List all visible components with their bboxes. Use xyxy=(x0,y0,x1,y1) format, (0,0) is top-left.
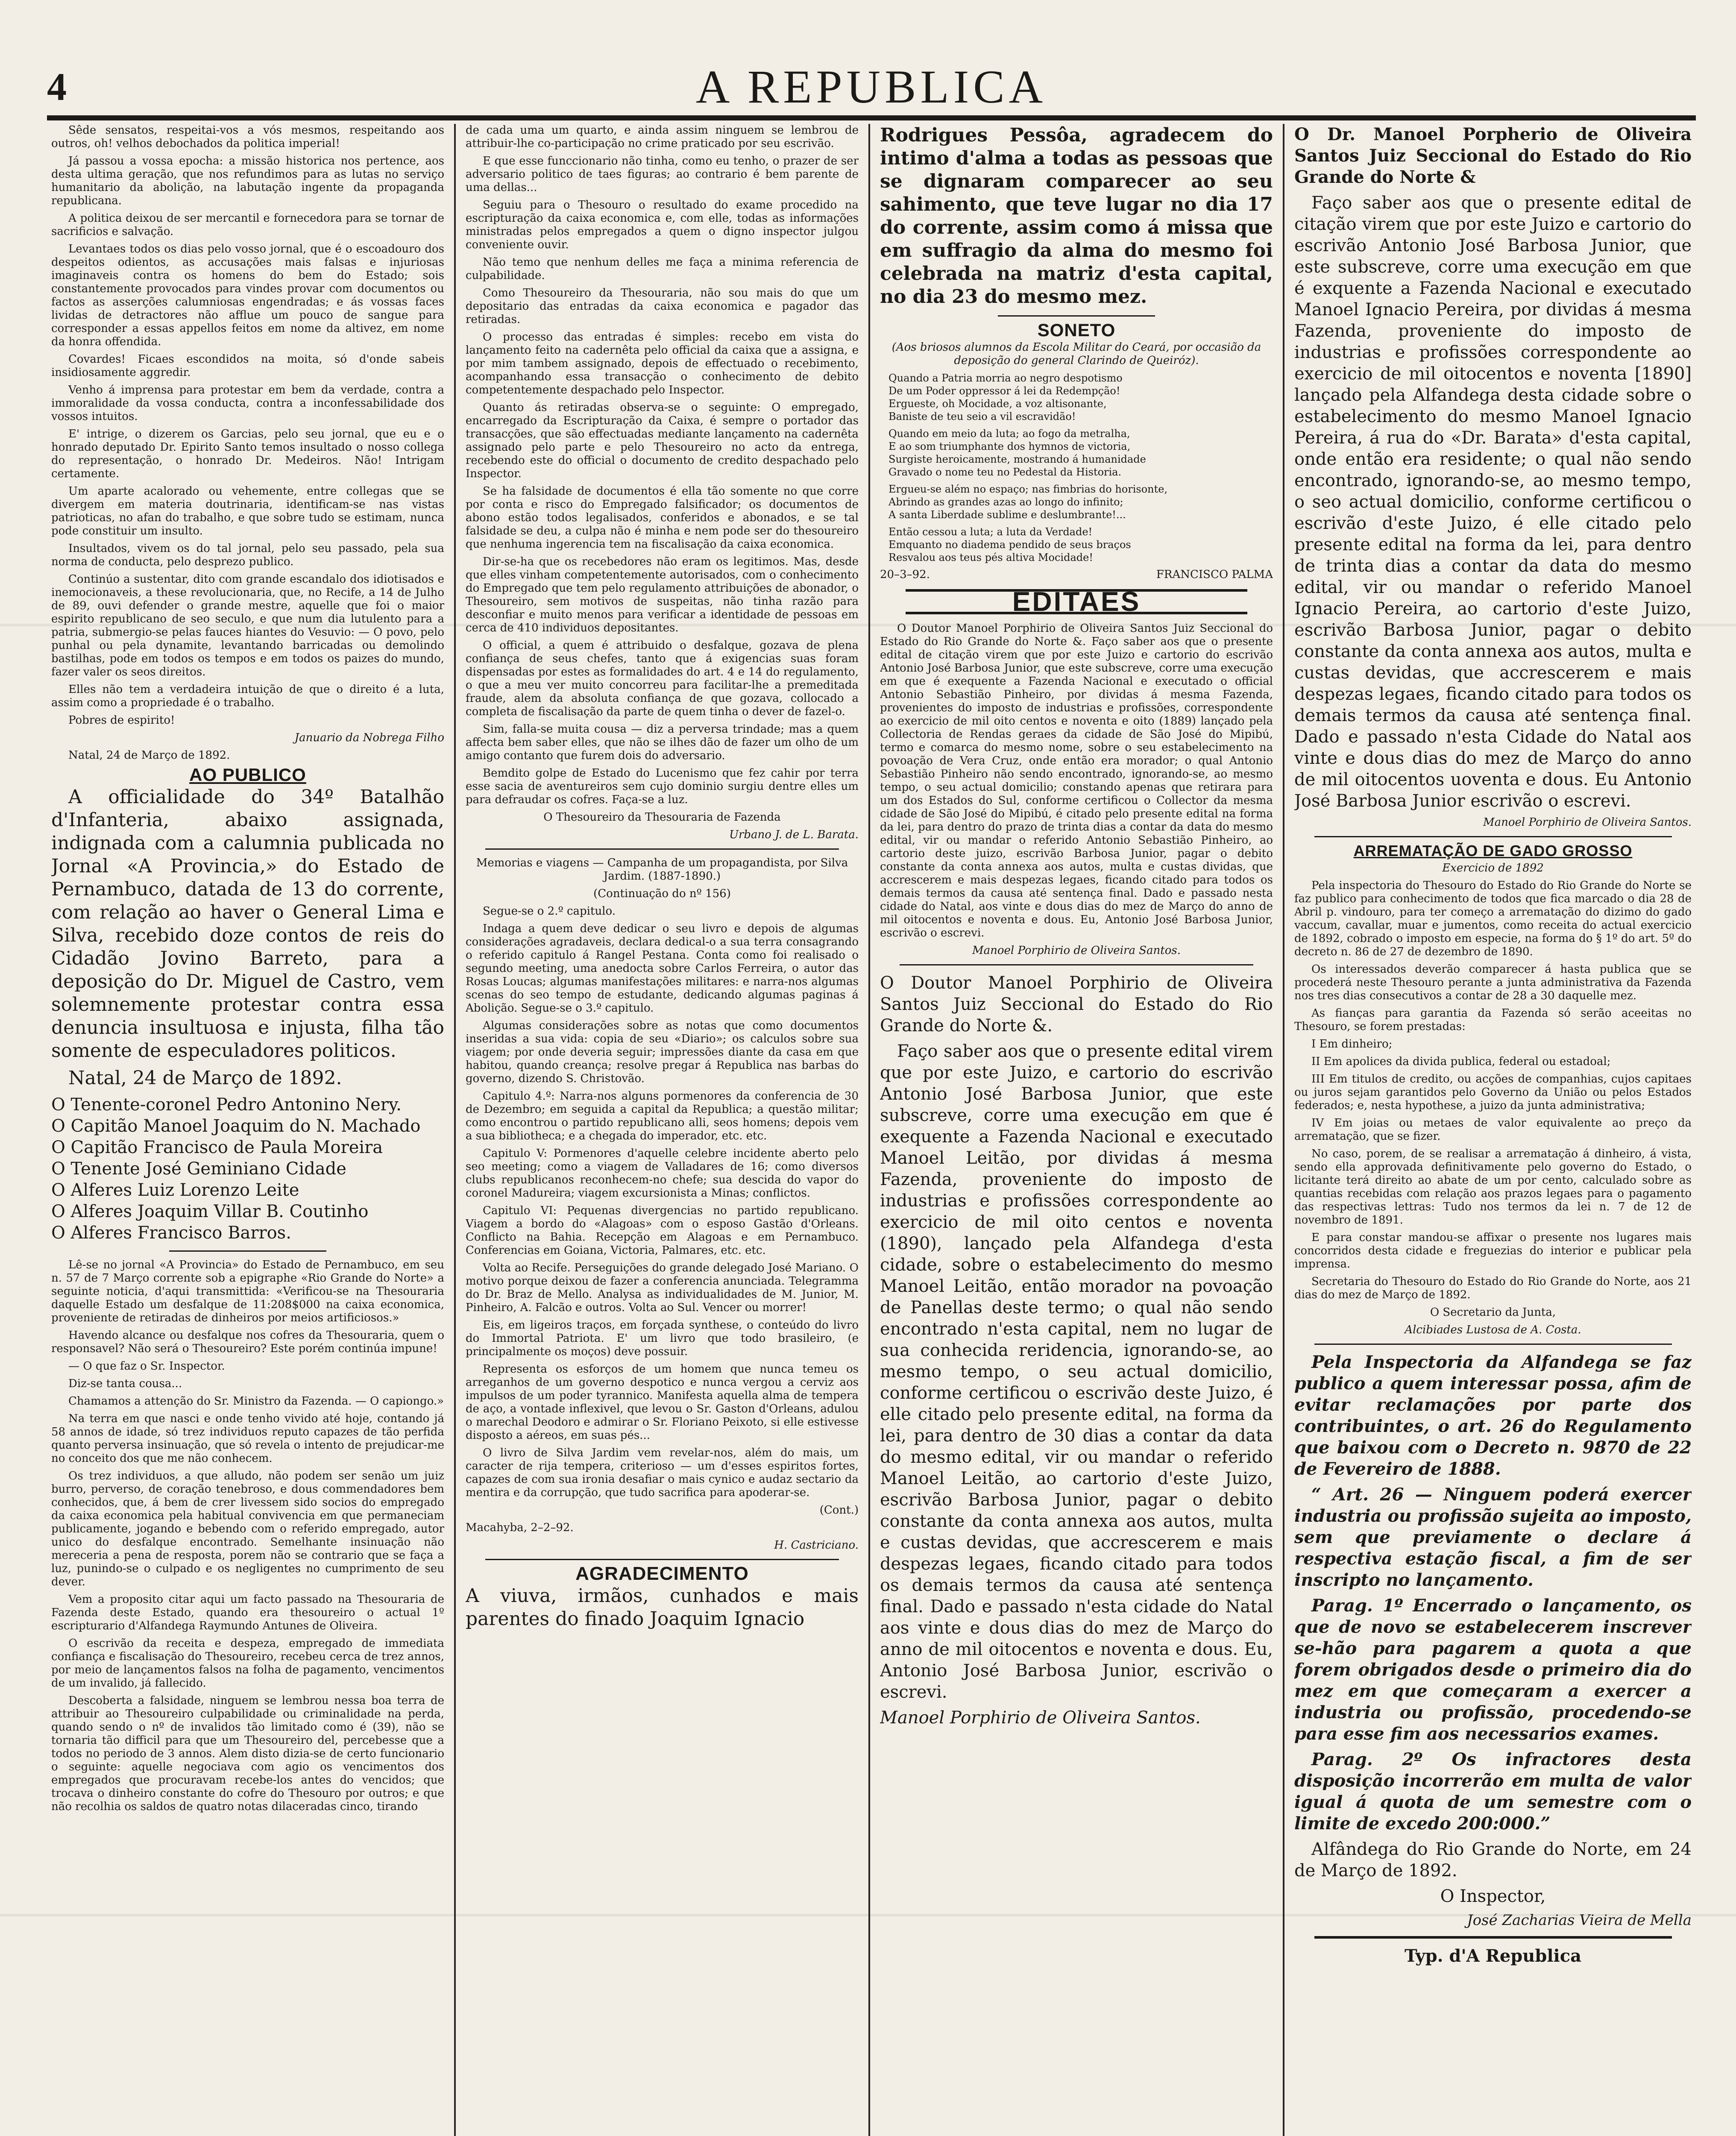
section-subtitle: Exercicio de 1892 xyxy=(1442,862,1544,874)
article-paragraph: Chamamos a attenção do Sr. Ministro da Fazenda. — O capiongo.» xyxy=(68,1395,444,1408)
edital-paragraph: Faço saber aos que o presente edital de citação virem que por este Juizo e cartorio do escrivão Antonio José Barbosa Junior, que este subscreve, corre uma execução em que é exquente a Fazenda Nacional e executado Manoel Ignacio Pereira, por dividas á mesma Fazenda, proveniente do imposto de industrias e profissões correspondente ao exercicio de mil oitocentos e noventa [1890] lançado pela Alfandega desta cidade sobre o estabelecimento do mesmo Manoel Ignacio Pereira, á rua do «Dr. Barata» d'esta capital, onde então era residente; o qual não sendo encontrado, ignorando-se, ao mesmo tempo, o seo actual domicilio, conforme certificou o escrivão d'este Juizo, é elle citado pelo presente edital na forma da lei, para dentro de trinta dias a contar da data do mesmo edital, vir ou mandar o referido Manoel Ignacio Pereira, ao cartorio d'este Juizo, escrivão Barbosa Junior, pagar o debito constante da conta annexa aos autos, multa e custas devidas, que accrescerem e mais despezas legaes, ficando citado para todos os demais termos da causa até sentença final. Dado e passado n'esta Cidade do Natal aos vinte e dous dias do mez de Março do anno de mil oitocentos uoventa e dous. Eu Antonio José Barbosa Junior escrivão o escrevi. xyxy=(1294,193,1692,811)
article-paragraph: Vem a proposito citar aqui um facto passado na Thesouraria de Fazenda deste Estado, quando era thesoureiro o actual 1º escripturario d'Alfandega Raymundo Antunes de Oliveira. xyxy=(51,1593,444,1632)
review-signature: H. Castriciano. xyxy=(774,1539,859,1552)
notice-signature: José Zacharias Vieira de Mella xyxy=(1466,1912,1692,1929)
poem-line: Ergueste, oh Mocidade, a voz altisonante, xyxy=(889,398,1107,410)
poem-line: A santa Liberdade sublime e deslumbrante!... xyxy=(889,509,1126,521)
poem-line: Surgiste heroicamente, mostrando á humanidade xyxy=(889,453,1146,465)
edital-paragraph: Faço saber aos que o presente edital virem que por este Juizo, e cartorio do escrivão Antonio José Barbosa Junior, que este subscreve, corre uma execução em que é exequente a Fazenda Nacional e executado Manoel Leitão, por dividas á mesma Fazenda, proveniente do imposto de industrias e profissões correspondente ao exercicio de mil oito centos e noventa (1890), lançado pela Alfandega d'esta cidade, sobre o estabelecimento do mesmo Manoel Leitão, então morador na povoação de Panellas deste termo; o qual não sendo encontrado n'esta capital, nem no lugar de sua conhecida reridencia, ignorando-se, ao mesmo tempo, o seu actual domicilio, conforme certificou o escrivão deste Juizo, é elle citado pelo presente edital, na forma da lei, para dentro de 30 dias a contar da data do mesmo edital, vir ou mandar o referido Manoel Leitão, ao cartorio d'este Juizo, escrivão Barbosa Junior, pagar o debito constante da conta annexa aos autos, multa e custas devidas, que accrescerem e mais despezas legaes, ficando citado para todos os demais termos da causa até sentença final. Dado e passado n'esta cidade do Natal aos vinte e dous dias do mez de Março do anno de mil oitocentos e noventa e dous. Eu, Antonio José Barbosa Junior, escrivão o escrevi. xyxy=(880,1042,1273,1702)
edital-heading: O Doutor Manoel Porphirio de Oliveira Santos Juiz Seccional do Estado do Rio Grande do Norte &. xyxy=(880,973,1273,1036)
article-paragraph: — O que faz o Sr. Inspector. xyxy=(68,1360,225,1373)
article-paragraph: de cada uma um quarto, e ainda assim ninguem se lembrou de attribuir-lhe co-participação no crime praticado por seu escrivão. xyxy=(466,124,859,150)
article-paragraph: Um aparte acalorado ou vehemente, entre collegas que se divergem em materia doutrinaria, identificam-se nas vistas patrioticas, no afan do trabalho, e que sobre tudo se estimam, nunca pode constituir um insulto. xyxy=(51,485,444,537)
article-signature: Urbano J. de L. Barata. xyxy=(729,828,859,841)
notice-place: Secretaria do Thesouro do Estado do Rio Grande do Norte, aos 21 dias do mez de Março de 1892. xyxy=(1294,1275,1692,1301)
article-paragraph: O official, a quem é attribuido o desfalque, gozava de plena confiança de seus chefes, tanto que á exigencias suas foram dispensadas por estes as formalidades do art. 4 e 14 do regulamento, o que a meu ver muito concorreu para facilitar-lhe a premeditada fraude, alem da absoluta confiança de que gozava, collocado a completa de fiscalisação da parte de quem tinha o dever de fazel-o. xyxy=(466,639,859,718)
review-continued-mark: (Cont.) xyxy=(819,1504,859,1517)
notice-paragraph: IV Em joias ou metaes de valor equivalente ao preço da arrematação, que se fizer. xyxy=(1294,1117,1692,1143)
officer-signature: O Alferes Joaquim Villar B. Coutinho xyxy=(51,1202,369,1221)
review-paragraph: Volta ao Recife. Perseguições do grande delegado José Mariano. O motivo porque deixou de fazer a conferencia anunciada. Telegramma do Dr. Braz de Mello. Analysa as individualidades de M. Junior, M. Pinheiro, A. Falcão e outros. Volta ao Sul. Vencer ou morrer! xyxy=(466,1262,859,1314)
article-paragraph: Não temo que nenhum delles me faça a minima referencia de culpabilidade. xyxy=(466,256,859,282)
column-divider xyxy=(868,124,870,2136)
edital-heading: O Dr. Manoel Porpherio de Oliveira Santos Juiz Seccional do Estado do Rio Grande do Norte & xyxy=(1294,124,1692,187)
poem-line: Quando a Patria morria ao negro despotismo xyxy=(889,372,1123,384)
notice-inspector: O Inspector, xyxy=(1440,1887,1546,1906)
poem-line: Ergueu-se além no espaço; nas fimbrias do horisonte, xyxy=(889,483,1168,495)
notice-paragraph: I Em dinheiro; xyxy=(1311,1038,1393,1050)
review-continuation: (Continuação do nº 156) xyxy=(593,887,731,900)
article-paragraph: Sêde sensatos, respeitai-vos a vós mesmos, respeitando aos outros, oh! velhos debochados da politica imperial! xyxy=(51,124,444,150)
poem-line: Quando em meio da luta; ao fogo da metralha, xyxy=(889,428,1130,440)
article-paragraph: E que esse funccionario não tinha, como eu tenho, o prazer de ser adversario politico de taes figuras; ao contrario é bem parente de uma dellas... xyxy=(466,155,859,194)
poem-footer xyxy=(880,568,1273,581)
officer-signatures xyxy=(51,1094,444,1244)
poem-title: SONETO xyxy=(1037,320,1116,340)
divider xyxy=(1314,836,1672,837)
section-title: ARREMATAÇÃO DE GADO GROSSO xyxy=(1353,842,1633,860)
poem-line: De um Poder oppressor á lei da Redempção! xyxy=(889,385,1120,397)
review-paragraph: O livro de Silva Jardim vem revelar-nos, além do mais, um caracter de rija tempera, criterioso — um d'esses espiritos fortes, capazes de com sua ironia desafiar o mais cynico e audaz sectario da mentira e da corrupção, que tudo sacrifica para apoderar-se. xyxy=(466,1446,859,1499)
poem-author: FRANCISCO PALMA xyxy=(1156,568,1273,581)
article-paragraph: A officialidade do 34º Batalhão d'Infanteria, abaixo assignada, indignada com a calumnia publicada no Jornal «A Provincia,» do Estado de Pernambuco, datada de 13 do corrente, com relação ao haver o General Lima e Silva, recebido doze contos de reis do Cidadão Jovino Barreto, para a deposição do Dr. Miguel de Castro, vem solemnemente protestar contra essa denuncia insultuosa e injusta, filha tão somente de especuladores politicos. xyxy=(51,786,444,1062)
column-2 xyxy=(466,124,859,2136)
notice-paragraph: “ Art. 26 — Ninguem poderá exercer industria ou profissão sujeita ao imposto, sem que previamente o declare á respectiva estação fiscal, a fim de ser inscripto no lançamento. xyxy=(1294,1485,1692,1590)
article-paragraph: Se ha falsidade de documentos é ella tão somente no que corre por conta e risco do Empregado falsificador; os documentos de abono estão todos legalisados, conferidos e abonados, e se tal falsidade se deu, a culpa não é minha e nem pode ser do thesoureiro que nenhuma ingerencia tem na fiscalisação da caixa economica. xyxy=(466,485,859,551)
section-title: AGRADECIMENTO xyxy=(575,1563,749,1584)
notice-paragraph: III Em titulos de credito, ou acções de companhias, cujos capitaes ou juros sejam garantidos pelo Governo da União ou pelos Estados federados; e, nesta hypothese, a juizo da junta administrativa; xyxy=(1294,1073,1692,1112)
edital-signature: Manoel Porphirio de Oliveira Santos. xyxy=(972,944,1181,957)
article-paragraph: Lê-se no jornal «A Provincia» do Estado de Pernambuco, em seu n. 57 de 7 Março corrente sob a epigraphe «Rio Grande do Norte» a seguinte noticia, d'aqui transmittida: «Verificou-se na Thesouraria daquelle Estado um desfalque de 11:208$000 na caixa economica, proveniente de retiradas de dinheiros por meios artificiosos.» xyxy=(51,1259,444,1324)
review-paragraph: Representa os esforços de um homem que nunca temeu os arreganhos de um governo despotico e nunca vergou a cerviz aos impulsos de um poder tyrannico. Manifesta aquella alma de tempera de aço, a vontade inflexivel, que levou o Sr. Gaston d'Orleans, adulou o marechal Deodoro e admirar o Sr. Floriano Peixoto, si elle estivesse disposto a aéreos, em suas pés... xyxy=(466,1363,859,1442)
column-1 xyxy=(51,124,444,2136)
review-paragraph: Algumas considerações sobre as notas que como documentos inseridas a sua vida: copia de seu «Diario»; os calculos sobre sua viagem; por onde deveria seguir; impressões diante da casa em que habitou, quando creança; resolve pregar á Republica nas barbas do governo, dizendo S. Christovão. xyxy=(466,1019,859,1085)
notice-place: Alfândega do Rio Grande do Norte, em 24 de Março de 1892. xyxy=(1294,1840,1692,1881)
review-paragraph: Capitulo VI: Pequenas divergencias no partido republicano. Viagem a bordo do «Alagoas» com o esposo Gastão d'Orleans. Conflicto na Bahia. Recepção em Alagoas e em Pernambuco. Conferencias em Goiana, Victoria, Palmares, etc. etc. xyxy=(466,1204,859,1257)
section-title: EDITAES xyxy=(906,589,1247,614)
article-paragraph: Os trez individuos, a que alludo, não podem ser senão um juiz burro, perverso, de coração tenebroso, e dous commendadores bem conhecidos, que, á bem de crer livessem sido socios do empregado da caixa economica pela habitual convivencia em que permaneciam publicamente, jogando e bebendo com o referido empregado, autor unico do desfalque encontrado. Semelhante insinuação não mereceria a pena de resposta, porem não se contrario que se faça a luz, punindo-se o culpado e os negligentes no cumprimento de seu dever. xyxy=(51,1470,444,1588)
article-paragraph: Covardes! Ficaes escondidos na moita, só d'onde sabeis insidiosamente aggredir. xyxy=(51,353,444,379)
article-paragraph: Pobres de espirito! xyxy=(68,714,175,727)
article-paragraph: O processo das entradas é simples: recebo em vista do lançamento feito na cadernêta pelo official da caixa que a assigna, e por mim tambem assignado, depois de effectuado o recebimento, acompanhando essa transacção o conhecimento de debito competentemente despachado pelo Inspector. xyxy=(466,331,859,396)
poem-body xyxy=(889,372,1273,564)
poem-dedication: (Aos briosos alumnos da Escola Militar do Ceará, por occasião da deposição do general Clarindo de Queiróz). xyxy=(891,341,1261,367)
article-paragraph: A viuva, irmãos, cunhados e mais parentes do finado Joaquim Ignacio xyxy=(466,1585,859,1630)
article-paragraph: Insultados, vivem os do tal jornal, pelo seu passado, pela sua norma de conducta, pelo desprezo publico. xyxy=(51,542,444,568)
poem-line: Então cessou a luta; a luta da Verdade! xyxy=(889,526,1093,538)
masthead-rule xyxy=(47,115,1696,120)
poem-date: 20–3–92. xyxy=(880,568,930,581)
officer-signature: O Tenente José Geminiano Cidade xyxy=(51,1159,346,1179)
article-paragraph: Venho á imprensa para protestar em bem da verdade, contra a immoralidade da vossa conducta, contra a inconfessabilidade dos vossos intuitos. xyxy=(51,384,444,423)
article-paragraph: Sim, falla-se muita cousa — diz a perversa trindade; mas a quem affecta bem saber elles, que não se ilhes dão de fazer um olho de um amigo contanto que furem dois do adversario. xyxy=(466,723,859,762)
divider xyxy=(998,315,1155,317)
article-paragraph: Elles não tem a verdadeira intuição de que o direito é a luta, assim como a propriedade é o trabalho. xyxy=(51,683,444,709)
masthead xyxy=(47,60,1696,111)
review-title: Memorias e viagens — Campanha de um propagandista, por Silva Jardim. (1887-1890.) xyxy=(476,857,848,883)
review-paragraph: Capitulo 4.º: Narra-nos alguns pormenores da conferencia de 30 de Dezembro; em seguida a capital da Republica; a questão militar; como encontrou o partido republicano alli, seos homens; depois vem a sua bibliotheca; e a chegada do imperador, etc. etc. xyxy=(466,1090,859,1142)
article-paragraph: Continúo a sustentar, dito com grande escandalo dos idiotisados e inemocionaveis, a these revolucionaria, que, no Recife, a 14 de Julho de 89, ouvi defender o grande mestre, aquelle que foi o maior espirito republicano de seo seculo, e que num dia lutulento para a patria, submergio-se pelas fauces hiantes do Vesuvio: — O povo, pelo punhal ou pela dynamite, levantando barricadas ou demolindo bastilhas, pode em todos os tempos e em todos os paizes do mundo, fazer valer os seos direitos. xyxy=(51,573,444,678)
notice-secretary: O Secretario da Junta, xyxy=(1430,1306,1556,1319)
poem-line: Gravado o nome teu no Pedestal da Historia. xyxy=(889,466,1122,478)
officer-signature: O Capitão Francisco de Paula Moreira xyxy=(51,1138,383,1157)
edital-signature: Manoel Porphirio de Oliveira Santos. xyxy=(880,1708,1201,1728)
article-paragraph: Bemdito golpe de Estado do Lucenismo que fez cahir por terra esse sacia de aventureiros sem cujo dominio surgiu dentre elles um para defraudar os cofres. Faça-se a luz. xyxy=(466,767,859,806)
review-paragraph: Indaga a quem deve dedicar o seu livro e depois de algumas considerações agradaveis, declara dedical-o a sua terra consagrando o referido capitulo á Rangel Pestana. Conta como foi realisado o segundo meeting, uma anedocta sobre Carlos Ferreira, o autor das Rosas Loucas; algumas manifestações militares: e narra-nos algumas scenas do seo tempo de estudante, dedicando algumas paginas á Abolição. Segue-se o 3.º capitulo. xyxy=(466,922,859,1015)
article-paragraph: Como Thesoureiro da Thesouraria, não sou mais do que um depositario das entradas da caixa economica e pagador das retiradas. xyxy=(466,287,859,326)
article-paragraph: O escrivão da receita e despeza, empregado de immediata confiança e fiscalisação do Thesoureiro, recebeu cerca de trez annos, por meio de lançamentos falsos na folha de pagamento, vencimentos de um invalido, já fallecido. xyxy=(51,1637,444,1690)
poem-line: E ao som triumphante dos hymnos de victoria, xyxy=(889,440,1131,452)
notice-paragraph: Parag. 2º Os infractores desta disposição incorrerão em multa de valor igual á quota de um semestre com o limite de excedo 200:000.” xyxy=(1294,1749,1692,1834)
officer-signature: O Tenente-coronel Pedro Antonino Nery. xyxy=(51,1095,402,1115)
notice-paragraph: Pela Inspectoria da Alfandega se faz publico a quem interessar possa, afim de evitar reclamações por parte dos contribuintes, o art. 26 do Regulamento que baixou com o Decreto n. 9870 de 22 de Fevereiro de 1888. xyxy=(1294,1352,1692,1479)
article-paragraph: Seguiu para o Thesouro o resultado do exame procedido na escripturação da caixa economica e, com elle, todas as informações ministradas pelos empregados a quem o digno inspector julgou conveniente ouvir. xyxy=(466,199,859,251)
article-paragraph: Havendo alcance ou desfalque nos cofres da Thesouraria, quem o responsavel? Não será o Thesoureiro? Este porém continúa impune! xyxy=(51,1329,444,1355)
poem-line: Resvalou aos teus pés altiva Mocidade! xyxy=(889,552,1093,563)
article-paragraph: Já passou a vossa epocha: a missão historica nos pertence, aos desta ultima geração, que nos refundimos para as lutas no serviço humanitario da abolição, na labutação ingente da propaganda republicana. xyxy=(51,155,444,207)
article-closing: O Thesoureiro da Thesouraria de Fazenda xyxy=(543,811,781,824)
poem-line: Emquanto no diadema pendido de seus braços xyxy=(889,539,1131,551)
review-paragraph: Segue-se o 2.º capitulo. xyxy=(483,905,616,918)
edital-paragraph: O Doutor Manoel Porphirio de Oliveira Santos Juiz Seccional do Estado do Rio Grande do Norte &. Faço saber aos que o presente edital de citação virem que por este Juizo e cartorio do escrivão Antonio José Barbosa Junior, que este subscreve, corre uma execução em que é exequente a Fazenda Nacional e executado o official Antonio Sebastião Pinheiro, por dividas á mesma Fazenda, provenientes do imposto de industrias e profissões, correspondente ao exercicio de mil oito centos e noventa e oito (1889) lançado pela Collectoria de Rendas geraes da cidade de São José do Mipibú, termo e comarca do mesmo nome, sobre o seu estabelecimento na povoação de Vera Cruz, onde então era morador; o qual Antonio Sebastião Pinheiro não sendo encontrado, ignorando-se, ao mesmo tempo, o seu actual domicilio; constando apenas que retirara para um dos Estados do Sul, conforme certificou o Collector da mesma cidade de São José do Mipibú, é citado pelo presente edital na forma da lei, para dentro do prazo de trinta dias a contar da data do mesmo edital, vir ou mandar o referido Antonio Sebastião Pinheiro, ao cartorio deste juizo, escrivão Barbosa Junior, pagar o debito constante da conta annexa aos autos, multa e custas dividas, que accrescerem e mais despezas legaes, ficando citado para todos os demais termos da causa até sentença final. Dado e passado nesta cidade do Natal, aos vinte e dous dias do mez de Março do anno de mil oitocentos e noventa e dous. Eu, Antonio José Barbosa Junior, escrivão o escrevi. xyxy=(880,622,1273,939)
notice-paragraph: As fianças para garantia da Fazenda só serão aceeitas no Thesouro, se forem prestadas: xyxy=(1294,1007,1692,1033)
column-divider xyxy=(454,124,456,2136)
article-paragraph: Na terra em que nasci e onde tenho vivido até hoje, contando já 58 annos de idade, só trez individuos reputo capazes de tão perfida quanto perversa insinuação, que só revela o intento de prejudicar-me no conceito dos que me não conhecem. xyxy=(51,1412,444,1465)
section-title: AO PUBLICO xyxy=(189,765,306,785)
edital-signature: Manoel Porphirio de Oliveira Santos. xyxy=(1483,816,1692,829)
review-paragraph: Eis, em ligeiros traços, em forçada synthese, o conteúdo do livro do Immortal Patriota. E' um livro que todo brasileiro, (e principalmente os moços) deve possuir. xyxy=(466,1319,859,1358)
article-paragraph: Rodrigues Pessôa, agradecem do intimo d'alma a todas as pessoas que se dignaram comparecer ao seu sahimento, que teve lugar no dia 17 do corrente, assim como á missa que em suffragio da alma do mesmo foi celebrada na matriz d'esta capital, no dia 23 do mesmo mez. xyxy=(880,124,1273,308)
divider xyxy=(900,964,1253,965)
officer-signature: O Alferes Luiz Lorenzo Leite xyxy=(51,1180,299,1200)
newspaper-title: A REPUBLICA xyxy=(695,61,1047,113)
divider xyxy=(1314,1344,1672,1345)
notice-paragraph: No caso, porem, de se realisar a arrematação á dinheiro, á vista, sendo ella approvada definitivamente pelo governo do Estado, o licitante terá direito ao abate de um por cento, calculado sobre as quantias recebidas com relação aos prazos legaes para o pagamento das respectivas lettras: Tudo nos termos da lei n. 7 de 12 de novembro de 1891. xyxy=(1294,1147,1692,1226)
notice-paragraph: Os interessados deverão comparecer á hasta publica que se procederá neste Thesouro perante a junta administrativa da Fazenda nos tres dias consecutivos a contar de 28 a 30 daquelle mez. xyxy=(1294,963,1692,1002)
article-paragraph: E' intrige, o dizerem os Garcias, pelo seu jornal, que eu e o honrado deputado Dr. Epirito Santo temos insultado o nosso collega do representação, o honrado Dr. Medeiros. Não! Intrigam certamente. xyxy=(51,428,444,480)
notice-paragraph: E para constar mandou-se affixar o presente nos lugares mais concorridos desta cidade e freguezias do interior e publicar pela imprensa. xyxy=(1294,1231,1692,1270)
article-paragraph: Descoberta a falsidade, ninguem se lembrou nessa boa terra de attribuir ao Thesoureiro culpabilidade ou criminalidade na perda, quando sendo o nº de invalidos tão limitado como é (39), não se tornaria tão difficil para que um Thesoureiro del, percebesse que a todos no periodo de 3 annos. Alem disto dizia-se de certo funcionario o seguinte: aquelle negociava com agio os vencimentos dos empregados que procuravam recebe-los antes do vencidos; que trocava o dinheiro constante do cofre do Thesouro por outros; e que não recolhia os saldos de quatro notas dilaceradas cinco, tirando xyxy=(51,1694,444,1813)
article-dateline: Natal, 24 de Março de 1892. xyxy=(68,1067,342,1089)
poem-line: Baniste de teu seio a vil escravidão! xyxy=(889,411,1076,423)
notice-signature: Alcibiades Lustosa de A. Costa. xyxy=(1405,1323,1581,1336)
officer-signature: O Alferes Francisco Barros. xyxy=(51,1223,291,1243)
divider xyxy=(485,1559,839,1560)
article-paragraph: Levantaes todos os dias pelo vosso jornal, que é o escoadouro dos despeitos odientos, as accusações mais falsas e injuriosas imaginaveis contra os homens do bem do Estado; sois constantemente provocados para vindes provar com documentos ou factos as asserções calumniosas engendradas; e ás vossas faces lividas de detractores não afflue um pouco de sangue para corresponder a essas appellos feitos em nome da altivez, em nome da honra offendida. xyxy=(51,243,444,348)
article-signature: Januario da Nobrega Filho xyxy=(294,731,444,744)
article-paragraph: Dir-se-ha que os recebedores não eram os legitimos. Mas, desde que elles vinham competentemente autorisados, com o conhecimento do Empregado que tem pelo regulamento attribuições de abonador, o Thesoureiro, sem motivos de suspeitas, não tinha razão para desconfiar e muito menos para verificar a identidade de pessoas em cerca de 410 individuos depositantes. xyxy=(466,555,859,634)
article-paragraph: Quanto ás retiradas observa-se o seguinte: O empregado, encarregado da Escripturação da Caixa, é sempre o portador das transacções, que são effectuadas mediante lançamento na cadernêta assignado pelo parte e pelo Thesoureiro no acto da entrega, recebendo este do official o documento de credito despachado pelo Inspector. xyxy=(466,401,859,480)
page-number: 4 xyxy=(47,65,67,109)
column-4 xyxy=(1294,124,1692,2136)
column-divider xyxy=(1283,124,1284,2136)
notice-paragraph: II Em apolices da divida publica, federal ou estadoal; xyxy=(1311,1055,1611,1068)
review-paragraph: Capitulo V: Pormenores d'aquelle celebre incidente aberto pelo seo meeting; como a viagem de Valladares de 16; como diversos clubs republicanos reconhecem-no chefe; sua descida do vapor do coronel Madureira; viagem excursionista a Minas; conflictos. xyxy=(466,1147,859,1200)
divider xyxy=(485,848,839,850)
divider xyxy=(1314,1936,1672,1939)
typography-credit: Typ. d'A Republica xyxy=(1405,1946,1581,1966)
column-3 xyxy=(880,124,1273,2136)
review-place: Macahyba, 2–2–92. xyxy=(466,1521,574,1534)
article-dateline: Natal, 24 de Março de 1892. xyxy=(68,749,230,762)
poem-line: Abrindo as grandes azas ao longo do infinito; xyxy=(889,496,1123,508)
article-paragraph: Diz-se tanta cousa... xyxy=(68,1377,182,1390)
officer-signature: O Capitão Manoel Joaquim do N. Machado xyxy=(51,1116,421,1136)
notice-paragraph: Pela inspectoria do Thesouro do Estado do Rio Grande do Norte se faz publico para conhecimento de todos que fica marcado o dia 28 de Abril p. vindouro, para ter começo a arrematação do dizimo do gado vaccum, cavallar, muar e jumentos, como receita do actual exercicio de 1892, cobrado o imposto em especie, na forma do § 1º do art. 5º do decreto n. 86 de 27 de dezembro de 1890. xyxy=(1294,879,1692,958)
divider xyxy=(169,1250,326,1252)
notice-paragraph: Parag. 1º Encerrado o lançamento, os que de novo se estabelecerem inscrever se-hão para pagarem a quota a que forem obrigados desde o primeiro dia do mez em que começaram a exercer a industria ou profissão, procedendo-se para esse fim aos necessarios exames. xyxy=(1294,1596,1692,1744)
article-paragraph: A politica deixou de ser mercantil e fornecedora para se tornar de sacrificios e salvação. xyxy=(51,212,444,238)
